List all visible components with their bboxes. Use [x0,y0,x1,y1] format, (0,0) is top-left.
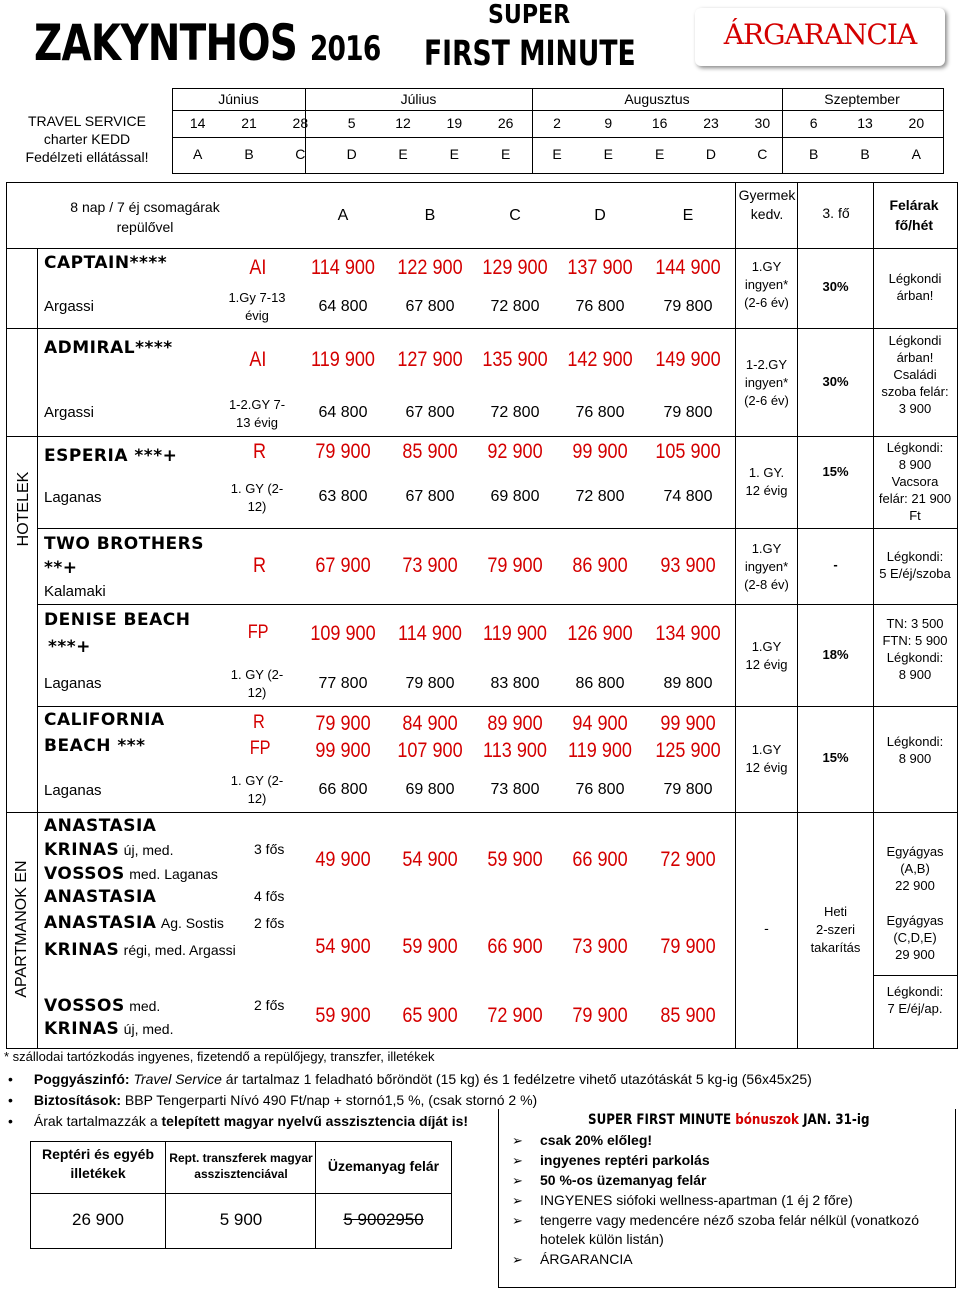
child-discount-line: 1-2.GY [745,357,788,372]
price-cell: 142 900 [567,348,633,371]
apt-price-cell: 66 900 [487,935,543,958]
hotel-name-captain: CAPTAIN**** [44,253,168,273]
apt-extras-1 [874,843,956,894]
date-cell: 23 [703,115,719,131]
date-cell: 5 [347,115,356,131]
arrow-icon: ➢ [512,1153,523,1168]
apt-vossos-row [44,864,218,884]
luggage-brand: Travel Service [133,1071,222,1087]
child-price-cell: 72 800 [575,488,625,505]
title-destination: ZAKYNTHOS [34,14,298,72]
child-price-cell: 69 800 [405,781,455,798]
third-person-cell: 15% [822,464,849,479]
extras-line: Légkondi [888,333,942,348]
apt-vossos-med-row [44,996,160,1016]
date-cell: 20 [908,115,925,131]
apt-price-cell: 54 900 [315,935,371,958]
apt-krinas-new-row [44,1019,173,1039]
extras-line: 3 900 [898,401,932,416]
price-code-header: D [594,207,606,224]
price-cell: 99 900 [660,712,716,735]
date-code-cell: A [911,146,921,162]
extras-cell [874,733,956,767]
arrow-icon: ➢ [512,1252,523,1267]
child-price-cell: 67 800 [405,404,455,421]
extras-cell [874,548,956,582]
month-june: Június [218,91,259,107]
price-cell: 126 900 [567,622,633,645]
price-cell: 137 900 [567,256,633,279]
apt-extras-3 [874,983,956,1017]
apt-size-4: 4 fős [254,888,285,904]
fee-value-airport: 26 900 [72,1210,124,1229]
apt-krinas-1-desc: új, med. [123,842,174,858]
price-code-header: E [682,207,694,224]
child-age-denise: 1. GY (2-12) [230,667,284,700]
price-cell: 79 900 [315,440,371,463]
board-california-r: R [252,712,265,733]
child-price-cell: 83 800 [490,675,540,692]
bonus-title-main: SUPER FIRST MINUTE [588,1112,732,1128]
apt-anastasia-sostis-row [44,913,224,933]
child-discount-line: ingyen* [744,375,789,390]
child-price-cell: 89 800 [663,675,713,692]
price-cell: 84 900 [402,712,458,735]
date-cell: 2 [553,115,561,131]
bonus-item [512,1131,952,1150]
date-cell: 19 [446,115,463,131]
child-discount-line: ingyen* [744,277,789,292]
first-minute-label: FIRST MINUTE [424,34,636,74]
hotel-stars-denise: ***+ [48,637,91,657]
child-discount-line: 1.GY [751,259,782,274]
board-captain: AI [249,256,267,279]
hotel-name2-california: BEACH *** [44,736,146,756]
luggage-text: ár tartalmaz 1 feladható bőröndöt (15 kg) és 1 fedélzetre vihető utazótáskát 5 kg-ig (56x45x25) [225,1071,812,1087]
apt-price-cell: 79 900 [572,1004,628,1027]
apt-krinas-3: KRINAS [44,1019,120,1039]
bonus-item [512,1151,952,1170]
apt-anastasia-3: ANASTASIA [44,913,157,933]
bonus-title-red: bónuszok [735,1112,799,1128]
extras-line: felár: 21 900 [878,491,952,506]
date-code-cell: B [808,146,819,162]
third-person-cell: 30% [822,279,849,294]
third-person-cell: - [833,557,838,572]
apt-price-cell: 59 900 [315,1004,371,1027]
luggage-label: Poggyászinfó: [33,1071,130,1087]
date-code-cell: E [500,146,511,162]
bullet-3: • Árak tartalmazzák a telepített magyar nyelvű asszisztencia díját is! [8,1113,469,1129]
apt-krinas-old-row [44,940,236,960]
price-code-header: A [337,207,349,224]
apt-size-2b: 2 fős [254,997,285,1013]
child-discount-cell [736,258,797,312]
hotel-location-california: Laganas [44,782,102,799]
board-denise: FP [247,622,269,643]
date-code-cell: C [757,146,768,162]
date-code-cell: E [398,146,408,162]
fee-header-transfer: Rept. transzferek magyar asszisztenciával [169,1151,313,1181]
date-code-cell: D [705,146,717,162]
apt-price-cell: 49 900 [315,848,371,871]
date-code-cell: B [244,146,254,162]
cell-line: Egyágyas [886,844,944,859]
hotel-location-captain: Argassi [44,298,95,315]
child-age-esperia: 1. GY (2-12) [230,481,284,514]
extras-line: Családi [893,367,937,382]
apartments-side-label: APARTMANOK EN [13,860,30,998]
apt-krinas-3-desc: új, med. [123,1021,174,1037]
bonus-title [588,1112,869,1128]
arrow-icon: ➢ [512,1173,523,1188]
price-cell: 114 900 [398,622,462,645]
apt-anastasia-1: ANASTASIA [44,816,157,836]
hotel-location-denise: Laganas [44,675,102,692]
bullet-1: • Poggyászinfó: Travel Service ár tartalmaz 1 feladható bőröndöt (15 kg) és 1 fedélzetre vihető utazótáskát 5 kg-ig (56x45x25) [8,1071,812,1087]
arrow-icon: ➢ [512,1133,523,1148]
arrow-icon: ➢ [512,1193,523,1208]
bullet-2: • Biztosítások: BBP Tengerparti Nívó 490 Ft/nap + stornó1,5 %, (csak stornó 2 %) [8,1092,538,1108]
price-cell: 135 900 [482,348,548,371]
extras-line: szoba felár: [881,384,949,399]
extras-line: 8 900 [898,667,932,682]
child-price-cell: 67 800 [405,298,455,315]
price-cell: 79 900 [315,712,371,735]
child-discount-line: 1.GY [751,742,782,757]
price-cell: 86 900 [572,554,628,577]
month-august: Augusztus [624,91,690,107]
price-cell: 85 900 [402,440,458,463]
date-cell: 14 [189,115,206,131]
extras-line: TN: 3 500 [886,616,944,631]
argarancia-label: ÁRGARANCIA [723,18,917,51]
hotel-name-two-brothers: TWO BROTHERS [44,534,204,554]
child-discount-line: 12 évig [745,483,788,498]
board-admiral: AI [249,348,267,371]
price-cell: 99 900 [572,440,628,463]
date-code-cell: A [192,146,203,162]
third-person-cell: 30% [822,374,849,389]
assistance-text: Árak tartalmazzák a [33,1113,158,1129]
month-july: Július [400,91,437,107]
price-cell: 119 900 [311,348,375,371]
price-cell: 127 900 [397,348,463,371]
bonus-item-text: INGYENES siófoki wellness-apartman (1 éj 2 főre) [540,1192,853,1208]
price-cell: 93 900 [660,554,716,577]
date-cell: 12 [395,115,411,131]
fee-value-transfer: 5 900 [219,1210,263,1229]
bonus-item-text: ingyenes reptéri parkolás [540,1152,710,1168]
price-cell-fp: 113 900 [483,739,547,762]
extras-line: Légkondi: [886,650,944,665]
date-code-cell: B [860,146,870,162]
child-discount-line: 12 évig [745,657,788,672]
child-price-cell: 64 800 [318,298,368,315]
extras-line: 8 900 [898,457,932,472]
hotel-name-denise: DENISE BEACH [44,610,191,630]
date-cell: 6 [809,115,818,131]
page-title [34,14,381,72]
insurance-label: Biztosítások: [33,1092,122,1108]
price-cell: 105 900 [655,440,721,463]
child-discount-header: Gyermek kedv. [738,187,796,222]
apt-size-2a: 2 fős [254,915,285,931]
price-cell: 94 900 [572,712,628,735]
insurance-text: BBP Tengerparti Nívó 490 Ft/nap + stornó1,5 %, (csak stornó 2 %) [124,1092,538,1108]
price-cell: 92 900 [487,440,543,463]
child-discount-cell [736,356,797,410]
date-cell: 26 [497,115,514,131]
child-price-cell: 69 800 [490,488,540,505]
price-cell: 109 900 [310,622,376,645]
apt-price-cell: 54 900 [402,848,458,871]
child-discount-line: (2-8 év) [744,577,789,592]
apt-price-cell: 85 900 [660,1004,716,1027]
cell-line: Heti [823,904,848,919]
hotel-name-admiral: ADMIRAL**** [44,338,173,358]
title-year: 2016 [309,29,381,69]
apt-vossos-2-desc: med. [129,998,161,1014]
price-cell: 134 900 [655,622,721,645]
price-cell: 129 900 [482,256,548,279]
price-cell: 89 900 [487,712,543,735]
price-cell-fp: 107 900 [397,739,463,762]
child-price-cell: 76 800 [575,781,625,798]
date-code-cell: E [603,146,613,162]
child-price-cell: 79 800 [663,404,713,421]
apt-krinas-2-desc: régi, med. Argassi [123,942,236,958]
hotel-stars-two-brothers: **+ [44,558,78,578]
extras-line: Ft [909,508,921,523]
bonus-item-text: 50 %-os üzemanyag felár [540,1172,707,1188]
child-price-cell: 72 800 [490,404,540,421]
bonus-item [512,1191,952,1210]
date-code-cell: C [295,146,306,162]
apt-vossos-1-desc: med. Laganas [129,866,218,882]
apt-price-cell: 65 900 [402,1004,458,1027]
child-discount-cell [736,540,797,594]
child-price-cell: 72 800 [490,298,540,315]
package-header: 8 nap / 7 éj csomagárak repülővel [70,199,220,235]
third-person-header: 3. fő [822,205,850,221]
price-cell-fp: 125 900 [655,739,721,762]
date-cell: 16 [651,115,668,131]
date-code-cell: E [552,146,562,162]
apt-vossos-2: VOSSOS [44,996,125,1016]
board-california-fp: FP [249,738,271,759]
child-age-admiral: 1-2.GY 7-13 évig [228,397,286,430]
cell-line: Egyágyas [886,913,944,928]
third-person-cell: 18% [822,647,849,662]
apt-size-3: 3 fős [254,841,285,857]
apt-krinas-2: KRINAS [44,940,120,960]
extras-cell [874,439,956,524]
cell-line: takarítás [810,940,861,955]
fee-header-fuel: Üzemanyag felár [327,1158,440,1174]
provider-box [22,112,152,170]
bonus-item-text: tengerre vagy medencére néző szoba felár nélkül (vonatkozó hotelek külön listán) [540,1212,919,1247]
price-cell: 122 900 [397,256,463,279]
apt-anastasia-2: ANASTASIA [44,887,157,907]
child-discount-line: 1.GY [751,639,782,654]
hotels-side-label: HOTELEK [15,471,32,547]
child-discount-cell [736,638,797,674]
child-price-cell: 86 800 [575,675,625,692]
extras-line: árban! [896,288,934,303]
hotel-location-two-brothers: Kalamaki [44,583,106,600]
price-cell: 119 900 [483,622,547,645]
arrow-icon: ➢ [512,1213,523,1228]
extras-cell [874,615,956,683]
child-price-cell: 79 800 [405,675,455,692]
month-september: Szeptember [824,91,900,107]
child-discount-line: 1.GY [751,541,782,556]
child-age-captain: 1.Gy 7-13 évig [228,290,286,323]
cell-line: Légkondi: [886,984,944,999]
price-cell-fp: 99 900 [315,739,371,762]
child-discount-line: (2-6 év) [744,295,789,310]
bonus-item-text: csak 20% előleg! [540,1132,653,1148]
date-code-cell: D [346,146,357,162]
extras-line: árban! [896,350,934,365]
child-price-cell: 67 800 [405,488,455,505]
bonus-list [512,1131,952,1270]
extras-cell [874,270,956,304]
provider-line1: TRAVEL SERVICE [27,113,146,129]
apt-krinas-1: KRINAS [44,840,120,860]
apt-vossos-1: VOSSOS [44,864,125,884]
apt-third [798,903,873,957]
child-discount-line: 12 évig [745,760,788,775]
extras-line: FTN: 5 900 [882,633,948,648]
bonus-item [512,1171,952,1190]
date-cell: 28 [292,115,309,131]
assistance-bold: telepített magyar nyelvű asszisztencia díját is! [161,1113,469,1129]
child-discount-cell [736,741,797,777]
cell-line: 2-szeri [815,922,855,937]
super-label: SUPER [488,0,571,30]
fee-fuel-old: 5 900 [343,1210,386,1229]
argarancia-badge [695,8,945,66]
extras-line: 8 900 [898,751,932,766]
child-price-cell: 79 800 [663,298,713,315]
apt-child: - [764,920,769,936]
board-esperia: R [253,440,267,463]
extras-line: Légkondi: [886,440,944,455]
child-price-cell: 74 800 [663,488,713,505]
apt-anastasia-3-desc: Ag. Sostis [160,915,224,931]
hotel-location-admiral: Argassi [44,404,95,421]
child-discount-line: (2-6 év) [744,393,789,408]
apt-krinas-row [44,840,173,860]
date-cell: 13 [857,115,873,131]
date-cell: 9 [604,115,613,131]
child-price-cell: 79 800 [663,781,713,798]
child-age-california: 1. GY (2-12) [230,773,284,806]
extras-cell [874,332,956,417]
hotel-name-esperia: ESPERIA ***+ [44,446,178,466]
child-discount-cell [736,464,797,500]
apt-extras-2 [874,912,956,963]
child-price-cell: 76 800 [575,404,625,421]
cell-line: 7 E/éj/ap. [887,1001,943,1016]
date-cell: 30 [754,115,771,131]
cell-line: 29 900 [895,947,935,962]
child-price-cell: 73 800 [490,781,540,798]
extras-line: Légkondi: [886,549,944,564]
child-price-cell: 77 800 [318,675,368,692]
price-cell: 79 900 [487,554,543,577]
price-cell-fp: 119 900 [568,739,632,762]
bonus-title-deadline: JAN. 31-ig [803,1112,870,1128]
apt-price-cell: 72 900 [487,1004,543,1027]
board-two-brothers: R [253,554,267,577]
provider-line2: charter KEDD [43,131,131,147]
fee-fuel-new: 2950 [385,1210,424,1229]
date-code-cell: E [654,146,665,162]
bonus-item [512,1250,952,1269]
fee-header-airport: Reptéri és egyéb illetékek [41,1146,155,1181]
child-price-cell: 64 800 [318,404,368,421]
price-cell: 144 900 [655,256,721,279]
bonus-item-text: ÁRGARANCIA [540,1251,633,1267]
extras-line: Légkondi [888,271,942,286]
apt-price-cell: 66 900 [572,848,628,871]
price-code-header: C [509,207,521,224]
extras-line: Vacsora [891,474,939,489]
price-cell: 149 900 [655,348,721,371]
footnote-star: * szállodai tartózkodás ingyenes, fizetendő a repülőjegy, transzfer, illetékek [4,1049,435,1064]
child-price-cell: 76 800 [575,298,625,315]
price-code-header: B [424,207,436,224]
extras-header: Felárak fő/hét [889,197,939,233]
hotel-location-esperia: Laganas [44,489,102,506]
fee-value-fuel [317,1210,450,1230]
extras-line: Légkondi: [886,734,944,749]
bonus-item [512,1211,952,1249]
child-price-cell: 63 800 [318,488,368,505]
cell-line: (C,D,E) [893,930,937,945]
apt-price-cell: 79 900 [660,935,716,958]
price-cell: 114 900 [311,256,375,279]
third-person-cell: 15% [822,750,849,765]
date-cell: 21 [241,115,257,131]
date-code-cell: E [449,146,459,162]
apt-price-cell: 59 900 [402,935,458,958]
apt-price-cell: 72 900 [660,848,716,871]
hotel-name-california: CALIFORNIA [44,710,165,730]
cell-line: 22 900 [895,878,935,893]
price-cell: 67 900 [315,554,371,577]
cell-line: (A,B) [900,861,930,876]
child-discount-line: 1. GY. [748,465,785,480]
provider-line3: Fedélzeti ellátással! [25,149,149,165]
apt-price-cell: 73 900 [572,935,628,958]
child-price-cell: 66 800 [318,781,368,798]
price-cell: 73 900 [402,554,458,577]
child-discount-line: ingyen* [744,559,789,574]
extras-line: 5 E/éj/szoba [879,566,951,581]
apt-price-cell: 59 900 [487,848,543,871]
